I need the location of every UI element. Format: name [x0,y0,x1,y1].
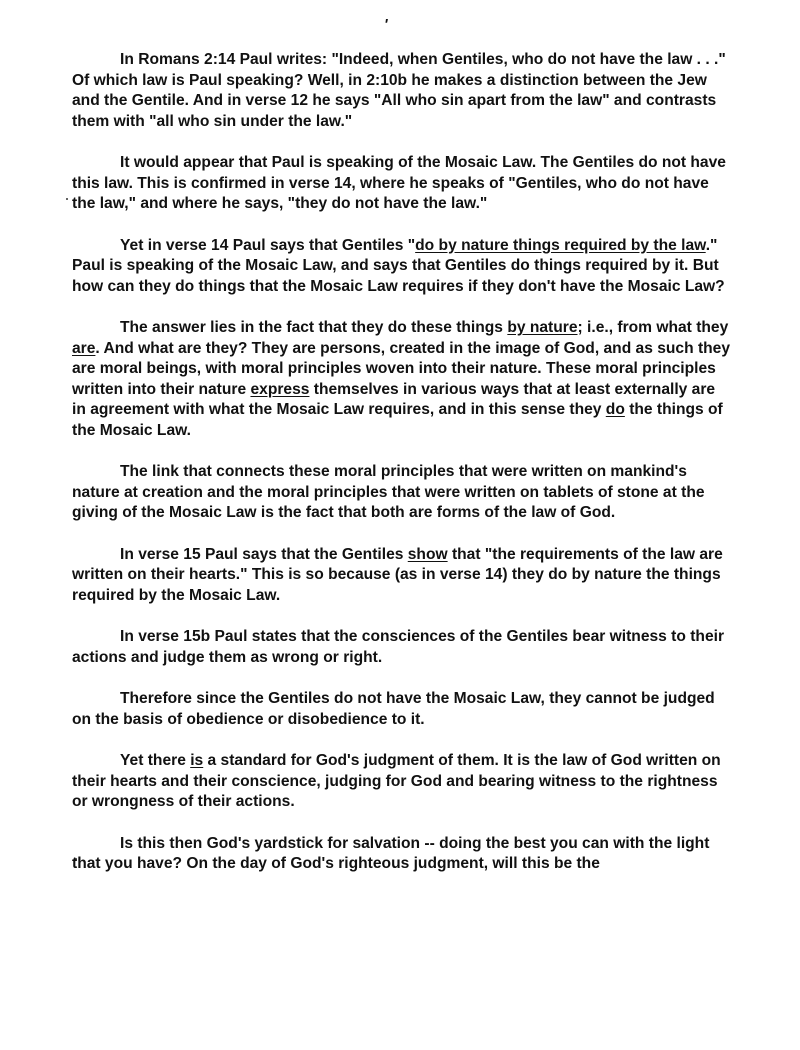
paragraph-text: ." Paul is speaking of the Mosaic Law, and says that Gentiles do things required by it. But how can they do things that the Mosaic Law requires if they don't have the Mosaic Law? [72,236,725,295]
paragraph-text: Therefore since the Gentiles do not have the Mosaic Law, they cannot be judged on the basis of obedience or disobedience to it. [72,690,715,728]
paragraph-therefore [72,689,732,730]
paragraph-answer [72,318,732,441]
paragraph-text: a standard for God's judgment of them. It is the law of God written on their hearts and their conscience, judging for God and bearing witness to the rightness or wrongness of their actions. [72,752,721,810]
paragraph-by-nature-question [72,236,732,298]
paragraph-mosaic-law [72,153,732,215]
underlined-quote: do by nature things required by the law [415,236,706,254]
paragraph-text: the things of the Mosaic Law. [72,401,723,439]
page-mark: ' [384,16,388,33]
paragraph-text: In verse 15b Paul states that the consciences of the Gentiles bear witness to their actions and judge them as wrong or right. [72,628,725,666]
paragraph-text: The link that connects these moral principles that were written on mankind's nature at creation and the moral principles that were written on tablets of stone at the giving of the Mosaic Law is the fact that both are forms of the law of God. [72,463,705,521]
paragraph-yardstick [72,834,732,875]
paragraph-text: Is this then God's yardstick for salvation -- doing the best you can with the light that you have? On the day of God's righteous judgment, will this be the [72,834,710,872]
paragraph-text: It would appear that Paul is speaking of the Mosaic Law. The Gentiles do not have this law. This is confirmed in verse 14, where he speaks of "Gentiles, who do not have the law," and where he says, "they do not have the law." [72,154,726,212]
underlined-show: show [407,545,448,563]
underlined-are: are [72,339,96,357]
paragraph-text: . And what are they? They are persons, created in the image of God, and as such they are moral beings, with moral principles woven into their nature. These moral principles written into their nature [72,339,731,398]
underlined-do: do [605,401,625,418]
paragraph-text: Yet there [120,752,191,769]
paragraph-text: themselves in various ways that at least externally are in agreement with what the Mosaic Law requires, and in this sense they [72,380,716,418]
paragraph-text: In verse 15 Paul says that the Gentiles [120,545,408,563]
paragraph-romans-intro [72,50,732,132]
paragraph-text: Yet in verse 14 Paul says that Gentiles " [120,236,416,254]
document-body [72,50,732,896]
paragraph-text: The answer lies in the fact that they do these things [120,319,508,336]
underlined-by-nature: by nature [507,319,578,336]
underlined-express: express [250,380,310,398]
paragraph-text: ; i.e., from what they [577,319,729,336]
scan-speck [66,198,68,200]
paragraph-text: In Romans 2:14 Paul writes: "Indeed, when Gentiles, who do not have the law . . ." Of which law is Paul speaking? Well, in 2:10b he makes a distinction between the Jew and the Gentile. And in verse 12 he says "All who sin apart from the law" and contrasts them with "all who sin under the law." [72,51,726,130]
paragraph-text: that "the requirements of the law are written on their hearts." This is so because (as in verse 14) they do by nature the things required by the Mosaic Law. [72,545,723,604]
underlined-is: is [190,752,204,769]
paragraph-link [72,462,732,524]
paragraph-verse-15 [72,545,732,607]
paragraph-verse-15b [72,627,732,668]
paragraph-standard [72,751,732,813]
